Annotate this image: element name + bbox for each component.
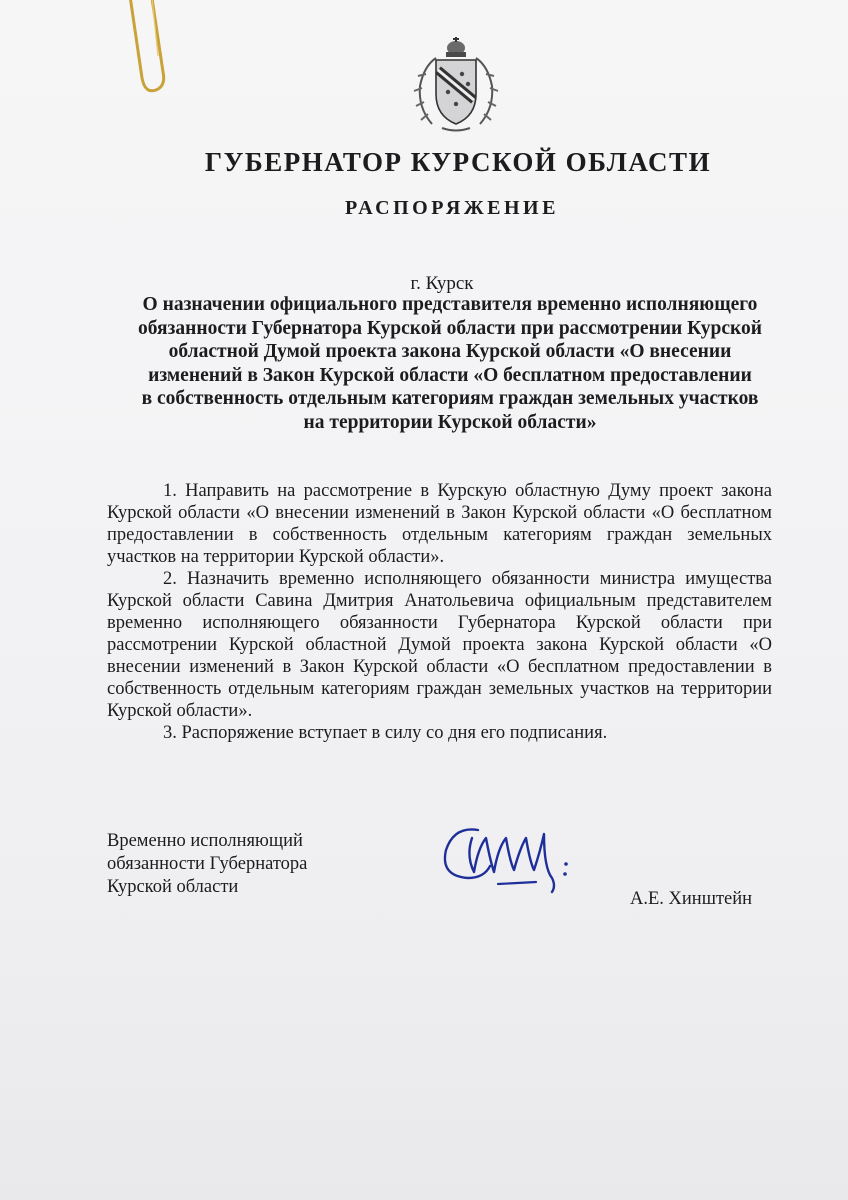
- paragraph-2: 2. Назначить временно исполняющего обязанности министра имущества Курской области Савина Дмитрия Анатольевича официальным представителем временно исполняющего обязанности Губернатора Курской области при рассмотрении Курской областной Думой проекта закона Курской области «О внесении изменений в Закон Курской области «О бесплатном предоставлении в собственность отдельным категориям граждан земельных участков на территории Курской области».: [107, 569, 772, 721]
- handwritten-signature: [432, 808, 582, 900]
- subject-line: обязанности Губернатора Курской области при рассмотрении Курской: [137, 317, 763, 339]
- paragraph-3: 3. Распоряжение вступает в силу со дня его подписания.: [163, 723, 608, 743]
- subject-line: изменений в Закон Курской области «О бесплатном предоставлении: [148, 364, 752, 386]
- coat-of-arms-icon: [412, 36, 500, 134]
- document-type: РАСПОРЯЖЕНИЕ: [345, 197, 559, 219]
- document-subject: [110, 293, 790, 434]
- position-line: Временно исполняющий: [107, 831, 303, 851]
- paragraph-1: 1. Направить на рассмотрение в Курскую областную Думу проект закона Курской области «О внесении изменений в Закон Курской области «О бесплатном предоставлении в собственность отдельным категориям граждан земельных участков на территории Курской области».: [107, 481, 772, 567]
- subject-line: областной Думой проекта закона Курской области «О внесении: [168, 341, 732, 362]
- governor-title: ГУБЕРНАТОР КУРСКОЙ ОБЛАСТИ: [204, 147, 712, 177]
- document-body: [107, 480, 772, 744]
- signatory-name: А.Е. Хинштейн: [630, 889, 753, 909]
- paperclip-icon: [118, 0, 178, 98]
- position-line: обязанности Губернатора: [107, 854, 308, 874]
- position-line: Курской области: [107, 877, 239, 897]
- signatory-position: [107, 830, 367, 899]
- subject-line: О назначении официального представителя временно исполняющего: [142, 294, 758, 315]
- subject-line: на территории Курской области»: [303, 411, 597, 433]
- subject-line: в собственность отдельным категориям граждан земельных участков: [141, 388, 759, 409]
- city-label: г. Курск: [410, 273, 474, 294]
